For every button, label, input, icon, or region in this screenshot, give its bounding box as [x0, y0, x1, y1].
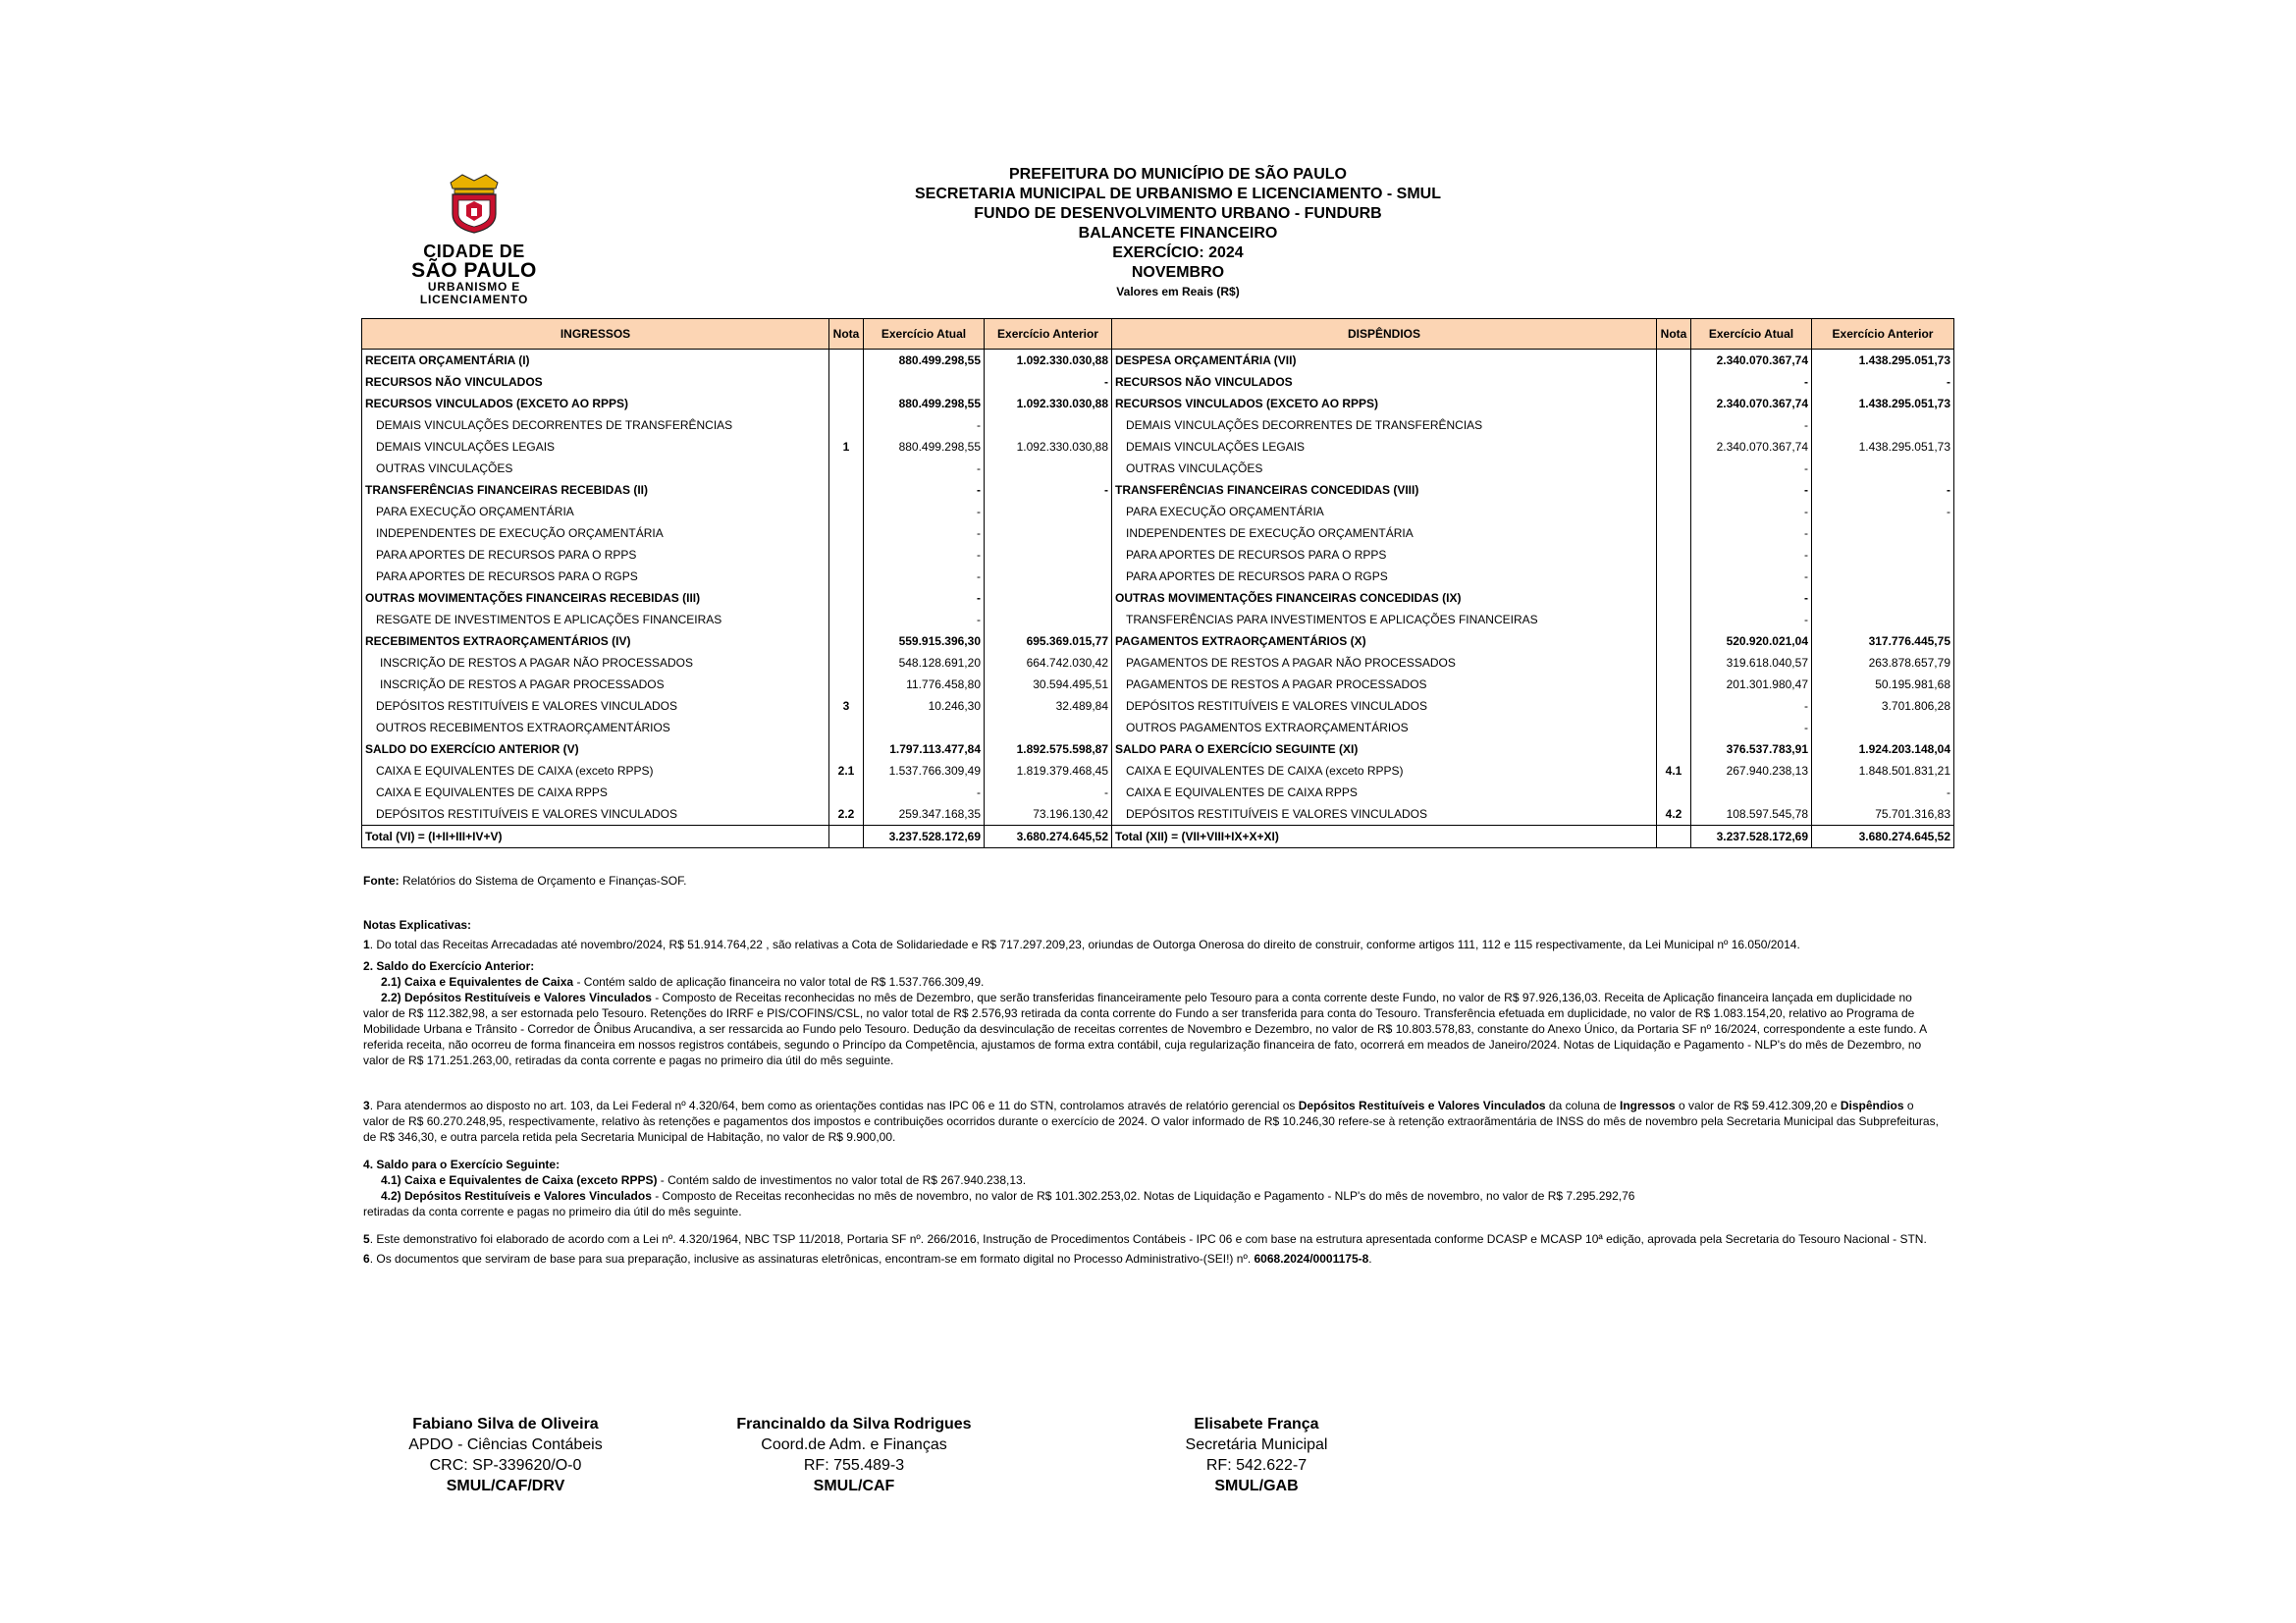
note-text: - Composto de Receitas reconhecidas no mês de novembro, no valor de R$ 101.302.253,02. Notas de Liquidação e Pagamento - NLP's do mês de novembro, no valor de R$ 7.295.292,76: [651, 1189, 1635, 1203]
dispendio-atual-cell: 376.537.783,91: [1691, 738, 1812, 760]
ingresso-nota-cell: [829, 652, 864, 674]
ingresso-nota-cell: 1: [829, 436, 864, 458]
note-title: . Saldo para o Exercício Seguinte:: [369, 1158, 561, 1171]
logo-line-1: CIDADE DE: [423, 242, 525, 261]
dispendio-nota-cell: [1657, 782, 1691, 803]
ingresso-label-cell: SALDO DO EXERCÍCIO ANTERIOR (V): [362, 738, 829, 760]
header-balancete: BALANCETE FINANCEIRO: [1078, 225, 1278, 242]
dispendio-label-cell: PAGAMENTOS DE RESTOS A PAGAR PROCESSADOS: [1112, 674, 1657, 695]
ingresso-anterior-cell: 695.369.015,77: [985, 630, 1112, 652]
ingresso-nota-cell: [829, 826, 864, 848]
note-number: 6: [363, 1252, 370, 1266]
dispendio-nota-cell: [1657, 695, 1691, 717]
dispendio-anterior-cell: [1812, 566, 1954, 587]
ingresso-label-cell: TRANSFERÊNCIAS FINANCEIRAS RECEBIDAS (II): [362, 479, 829, 501]
ingresso-anterior-cell: [985, 458, 1112, 479]
ingresso-atual-cell: -: [864, 609, 985, 630]
signer-registration: CRC: SP-339620/O-0: [429, 1457, 582, 1474]
dispendio-label-cell: DESPESA ORÇAMENTÁRIA (VII): [1112, 350, 1657, 372]
note-number: 4: [363, 1158, 370, 1171]
signer-role: APDO - Ciências Contábeis: [408, 1436, 603, 1453]
header-dispendios: DISPÊNDIOS: [1112, 319, 1657, 350]
ingresso-nota-cell: [829, 522, 864, 544]
ingresso-anterior-cell: [985, 609, 1112, 630]
ingresso-label-cell: RECURSOS VINCULADOS (EXCETO AO RPPS): [362, 393, 829, 414]
table-row: [362, 436, 1954, 458]
ingresso-atual-cell: -: [864, 587, 985, 609]
dispendio-anterior-cell: [1812, 458, 1954, 479]
total-row: [362, 826, 1954, 848]
balancete-table: [361, 318, 1954, 848]
dispendio-nota-cell: [1657, 350, 1691, 372]
ingresso-anterior-cell: [985, 544, 1112, 566]
note-text: . Este demonstrativo foi elaborado de acordo com a Lei nº. 4.320/1964, NBC TSP 11/2018, Portaria SF nº. 266/2016, Instrução de Procedimentos Contábeis - IPC 06 e com base na estrutura apresentada conforme DCASP e MCASP 10ª edição, aprovada pela Secretaria do Tesouro Nacional - STN.: [369, 1232, 1927, 1246]
dispendio-nota-cell: [1657, 458, 1691, 479]
dispendio-nota-cell: [1657, 566, 1691, 587]
ingresso-atual-cell: -: [864, 566, 985, 587]
note-subtitle: 4.1) Caixa e Equivalentes de Caixa (exceto RPPS): [381, 1173, 658, 1187]
ingresso-nota-cell: 2.2: [829, 803, 864, 826]
table-header-row: [362, 319, 1954, 350]
note-text: o valor de R$ 60.270.248,95, respectivamente, relativo às retenções e pagamentos dos impostos e contribuições ocorridos durante o exercício de 2024. O valor informado de R$ 10.246,30 refere-se à retenção extraorãmentária de INSS do mês de novembro pela Secretaria Municipal das Subprefeituras, de R$ 346,30, e outra parcela retida pela Secretaria Municipal de Habitação, no valor de R$ 9.900,00.: [363, 1099, 1939, 1144]
dispendio-label-cell: OUTRAS MOVIMENTAÇÕES FINANCEIRAS CONCEDIDAS (IX): [1112, 587, 1657, 609]
dispendio-anterior-cell: 3.680.274.645,52: [1812, 826, 1954, 848]
ingresso-nota-cell: [829, 738, 864, 760]
ingresso-atual-cell: -: [864, 479, 985, 501]
header-exercicio-atual: Exercício Atual: [864, 319, 985, 350]
ingresso-label-cell: INSCRIÇÃO DE RESTOS A PAGAR NÃO PROCESSADOS: [362, 652, 829, 674]
note-emphasis: Dispêndios: [1840, 1099, 1904, 1112]
dispendio-label-cell: DEMAIS VINCULAÇÕES DECORRENTES DE TRANSFERÊNCIAS: [1112, 414, 1657, 436]
header-exercicio-atual: Exercício Atual: [1691, 319, 1812, 350]
signer-unit: SMUL/CAF: [813, 1478, 895, 1494]
note-4-2: [363, 1188, 1939, 1204]
ingresso-atual-cell: 880.499.298,55: [864, 436, 985, 458]
note-text: .: [1368, 1252, 1372, 1266]
note-number: 1: [363, 938, 370, 951]
logo-line-2: SÃO PAULO: [411, 259, 537, 282]
dispendio-anterior-cell: -: [1812, 479, 1954, 501]
ingresso-atual-cell: 259.347.168,35: [864, 803, 985, 826]
notes-title: Notas Explicativas:: [363, 918, 472, 932]
dispendio-anterior-cell: 1.438.295.051,73: [1812, 436, 1954, 458]
dispendio-atual-cell: 3.237.528.172,69: [1691, 826, 1812, 848]
ingresso-anterior-cell: [985, 501, 1112, 522]
ingresso-atual-cell: -: [864, 501, 985, 522]
ingresso-anterior-cell: -: [985, 479, 1112, 501]
ingresso-anterior-cell: -: [985, 782, 1112, 803]
header-exercicio: EXERCÍCIO: 2024: [1112, 244, 1244, 261]
dispendio-atual-cell: 201.301.980,47: [1691, 674, 1812, 695]
ingresso-label-cell: RECEITA ORÇAMENTÁRIA (I): [362, 350, 829, 372]
signer-name: Elisabete França: [1194, 1416, 1319, 1433]
ingresso-atual-cell: 1.797.113.477,84: [864, 738, 985, 760]
note-2-1: [363, 974, 1939, 990]
table-row: [362, 738, 1954, 760]
dispendio-anterior-cell: 50.195.981,68: [1812, 674, 1954, 695]
dispendio-label-cell: TRANSFERÊNCIAS FINANCEIRAS CONCEDIDAS (VIII): [1112, 479, 1657, 501]
ingresso-atual-cell: [864, 371, 985, 393]
ingresso-nota-cell: [829, 609, 864, 630]
header-exercicio-anterior: Exercício Anterior: [1812, 319, 1954, 350]
dispendio-nota-cell: [1657, 414, 1691, 436]
ingresso-label-cell: CAIXA E EQUIVALENTES DE CAIXA (exceto RPPS): [362, 760, 829, 782]
ingresso-nota-cell: [829, 630, 864, 652]
note-text: - Composto de Receitas reconhecidas no mês de Dezembro, que serão transferidas financeiramente pelo Tesouro para a conta corrente deste Fundo, no valor de R$ 97.926,136,03. Receita de Aplicação financeira lançada em duplicidade no valor de R$ 112.382,98, a ser estornada pelo Tesouro. Retenções do IRRF e PIS/COFINS/CSL, no valor total de R$ 2.576,93 retirada da conta corrente do Fundo a ser transferida para conta do Tesouro. Transferência efetuada em duplicidade, no valor de R$ 1.083.154,20, relativo ao Programa de Mobilidade Urbana e Trânsito - Corredor de Ônibus Arucandiva, a ser ressarcida ao Fundo pelo Tesouro. Dedução da desvinculação de receitas correntes de Novembro e Dezembro, no valor de R$ 10.803.578,83, constante do Anexo Único, da Portaria SF nº 16/2024, correspondente a este fundo. A referida receita, não ocorreu de forma financeira em nossos registros contábeis, segundo o Princípo da Competência, ajustamos de forma extra contábil, cuja regularização financeira de fato, ocorrerá em meados de Janeiro/2024. Notas de Liquidação e Pagamento - NLP's do mês de Dezembro, no valor de R$ 171.251.263,00, retiradas da conta corrente e pagas no primeiro dia útil do mês seguinte.: [363, 991, 1927, 1067]
signer-unit: SMUL/GAB: [1214, 1478, 1299, 1494]
table-row: [362, 479, 1954, 501]
source-note: [363, 874, 686, 888]
document-header: [687, 165, 1669, 299]
header-nota: Nota: [1657, 319, 1691, 350]
ingresso-atual-cell: 3.237.528.172,69: [864, 826, 985, 848]
ingresso-label-cell: RESGATE DE INVESTIMENTOS E APLICAÇÕES FINANCEIRAS: [362, 609, 829, 630]
ingresso-anterior-cell: 1.092.330.030,88: [985, 436, 1112, 458]
explanatory-notes: [363, 917, 1939, 1267]
ingresso-nota-cell: 3: [829, 695, 864, 717]
dispendio-nota-cell: [1657, 544, 1691, 566]
signer-unit: SMUL/CAF/DRV: [446, 1478, 565, 1494]
logo-line-3: URBANISMO E: [427, 280, 521, 294]
dispendio-nota-cell: [1657, 522, 1691, 544]
dispendio-label-cell: OUTRAS VINCULAÇÕES: [1112, 458, 1657, 479]
table-row: [362, 695, 1954, 717]
header-exercicio-anterior: Exercício Anterior: [985, 319, 1112, 350]
dispendio-label-cell: DEPÓSITOS RESTITUÍVEIS E VALORES VINCULADOS: [1112, 803, 1657, 826]
table-row: [362, 717, 1954, 738]
dispendio-atual-cell: -: [1691, 501, 1812, 522]
dispendio-label-cell: RECURSOS VINCULADOS (EXCETO AO RPPS): [1112, 393, 1657, 414]
dispendio-anterior-cell: [1812, 544, 1954, 566]
ingresso-anterior-cell: 73.196.130,42: [985, 803, 1112, 826]
dispendio-anterior-cell: 317.776.445,75: [1812, 630, 1954, 652]
ingresso-label-cell: DEMAIS VINCULAÇÕES DECORRENTES DE TRANSFERÊNCIAS: [362, 414, 829, 436]
ingresso-atual-cell: [864, 717, 985, 738]
dispendio-nota-cell: [1657, 630, 1691, 652]
table-row: [362, 371, 1954, 393]
dispendio-atual-cell: 108.597.545,78: [1691, 803, 1812, 826]
table-row: [362, 609, 1954, 630]
ingresso-nota-cell: [829, 479, 864, 501]
dispendio-label-cell: DEPÓSITOS RESTITUÍVEIS E VALORES VINCULADOS: [1112, 695, 1657, 717]
signer-role: Secretária Municipal: [1185, 1436, 1328, 1453]
note-4-2-cont: retiradas da conta corrente e pagas no primeiro dia útil do mês seguinte.: [363, 1205, 742, 1218]
ingresso-anterior-cell: [985, 717, 1112, 738]
signer-registration: RF: 542.622-7: [1205, 1457, 1308, 1474]
ingresso-anterior-cell: 30.594.495,51: [985, 674, 1112, 695]
ingresso-atual-cell: -: [864, 458, 985, 479]
ingresso-nota-cell: [829, 782, 864, 803]
dispendio-anterior-cell: 75.701.316,83: [1812, 803, 1954, 826]
ingresso-label-cell: Total (VI) = (I+II+III+IV+V): [362, 826, 829, 848]
ingresso-atual-cell: 11.776.458,80: [864, 674, 985, 695]
signature-block: [1129, 1414, 1384, 1496]
table-row: [362, 630, 1954, 652]
dispendio-label-cell: Total (XII) = (VII+VIII+IX+X+XI): [1112, 826, 1657, 848]
table-row: [362, 414, 1954, 436]
note-4-1: [363, 1172, 1939, 1188]
signer-name: Francinaldo da Silva Rodrigues: [736, 1416, 972, 1433]
dispendio-atual-cell: -: [1691, 544, 1812, 566]
note-5: [363, 1231, 1939, 1247]
ingresso-anterior-cell: 664.742.030,42: [985, 652, 1112, 674]
dispendio-atual-cell: -: [1691, 695, 1812, 717]
note-number: 3: [363, 1099, 370, 1112]
ingresso-nota-cell: 2.1: [829, 760, 864, 782]
note-text: - Contém saldo de aplicação financeira no valor total de R$ 1.537.766.309,49.: [573, 975, 985, 989]
ingresso-label-cell: DEMAIS VINCULAÇÕES LEGAIS: [362, 436, 829, 458]
signature-block: [373, 1414, 638, 1496]
source-text: Relatórios do Sistema de Orçamento e Finanças-SOF.: [399, 874, 687, 888]
dispendio-anterior-cell: -: [1812, 371, 1954, 393]
dispendio-nota-cell: 4.1: [1657, 760, 1691, 782]
ingresso-atual-cell: 880.499.298,55: [864, 350, 985, 372]
ingresso-anterior-cell: [985, 414, 1112, 436]
ingresso-label-cell: PARA APORTES DE RECURSOS PARA O RPPS: [362, 544, 829, 566]
ingresso-label-cell: INDEPENDENTES DE EXECUÇÃO ORÇAMENTÁRIA: [362, 522, 829, 544]
ingresso-atual-cell: -: [864, 522, 985, 544]
note-text: . Os documentos que serviram de base para sua preparação, inclusive as assinaturas eletrônicas, encontram-se em formato digital no Processo Administrativo-(SEI!) nº.: [369, 1252, 1255, 1266]
dispendio-anterior-cell: [1812, 717, 1954, 738]
header-prefeitura: PREFEITURA DO MUNICÍPIO DE SÃO PAULO: [1008, 166, 1347, 183]
dispendio-nota-cell: [1657, 393, 1691, 414]
dispendio-anterior-cell: 1.924.203.148,04: [1812, 738, 1954, 760]
dispendio-nota-cell: [1657, 826, 1691, 848]
dispendio-atual-cell: [1691, 782, 1812, 803]
ingresso-anterior-cell: 1.819.379.468,45: [985, 760, 1112, 782]
process-number: 6068.2024/0001175-8: [1254, 1252, 1369, 1266]
dispendio-label-cell: DEMAIS VINCULAÇÕES LEGAIS: [1112, 436, 1657, 458]
dispendio-anterior-cell: -: [1812, 501, 1954, 522]
ingresso-label-cell: PARA APORTES DE RECURSOS PARA O RGPS: [362, 566, 829, 587]
note-emphasis: Ingressos: [1620, 1099, 1676, 1112]
note-1: [363, 937, 1939, 952]
note-4: [363, 1157, 1939, 1172]
ingresso-anterior-cell: 1.092.330.030,88: [985, 350, 1112, 372]
note-6: [363, 1251, 1939, 1267]
header-nota: Nota: [829, 319, 864, 350]
dispendio-atual-cell: -: [1691, 522, 1812, 544]
ingresso-nota-cell: [829, 350, 864, 372]
ingresso-label-cell: RECURSOS NÃO VINCULADOS: [362, 371, 829, 393]
note-text: . Para atendermos ao disposto no art. 103, da Lei Federal nº 4.320/64, bem como as orientações contidas nas IPC 06 e 11 do STN, controlamos através de relatório gerencial os: [369, 1099, 1299, 1112]
table-row: [362, 501, 1954, 522]
ingresso-label-cell: RECEBIMENTOS EXTRAORÇAMENTÁRIOS (IV): [362, 630, 829, 652]
dispendio-anterior-cell: -: [1812, 782, 1954, 803]
dispendio-anterior-cell: 3.701.806,28: [1812, 695, 1954, 717]
dispendio-label-cell: TRANSFERÊNCIAS PARA INVESTIMENTOS E APLICAÇÕES FINANCEIRAS: [1112, 609, 1657, 630]
ingresso-label-cell: OUTRAS VINCULAÇÕES: [362, 458, 829, 479]
header-secretaria: SECRETARIA MUNICIPAL DE URBANISMO E LICENCIAMENTO - SMUL: [914, 186, 1441, 202]
note-2: [363, 958, 1939, 974]
table-row: [362, 803, 1954, 826]
ingresso-label-cell: CAIXA E EQUIVALENTES DE CAIXA RPPS: [362, 782, 829, 803]
table-row: [362, 566, 1954, 587]
ingresso-label-cell: DEPÓSITOS RESTITUÍVEIS E VALORES VINCULADOS: [362, 803, 829, 826]
ingresso-anterior-cell: [985, 566, 1112, 587]
dispendio-atual-cell: 2.340.070.367,74: [1691, 393, 1812, 414]
note-3: [363, 1098, 1939, 1145]
source-label: Fonte:: [363, 874, 400, 888]
note-2-2: [363, 990, 1939, 1068]
header-fundo: FUNDO DE DESENVOLVIMENTO URBANO - FUNDURB: [974, 205, 1382, 222]
dispendio-anterior-cell: 263.878.657,79: [1812, 652, 1954, 674]
ingresso-nota-cell: [829, 566, 864, 587]
table-row: [362, 652, 1954, 674]
dispendio-nota-cell: [1657, 587, 1691, 609]
dispendio-nota-cell: [1657, 371, 1691, 393]
dispendio-label-cell: PARA APORTES DE RECURSOS PARA O RPPS: [1112, 544, 1657, 566]
dispendio-nota-cell: [1657, 652, 1691, 674]
ingresso-atual-cell: -: [864, 782, 985, 803]
header-mes: NOVEMBRO: [1131, 264, 1225, 281]
ingresso-atual-cell: 548.128.691,20: [864, 652, 985, 674]
logo: [400, 173, 548, 308]
ingresso-atual-cell: 10.246,30: [864, 695, 985, 717]
dispendio-label-cell: INDEPENDENTES DE EXECUÇÃO ORÇAMENTÁRIA: [1112, 522, 1657, 544]
ingresso-nota-cell: [829, 501, 864, 522]
ingresso-nota-cell: [829, 393, 864, 414]
dispendio-nota-cell: [1657, 674, 1691, 695]
signer-registration: RF: 755.489-3: [803, 1457, 905, 1474]
dispendio-atual-cell: 267.940.238,13: [1691, 760, 1812, 782]
ingresso-anterior-cell: [985, 587, 1112, 609]
dispendio-atual-cell: -: [1691, 479, 1812, 501]
dispendio-label-cell: SALDO PARA O EXERCÍCIO SEGUINTE (XI): [1112, 738, 1657, 760]
note-text: . Do total das Receitas Arrecadadas até novembro/2024, R$ 51.914.764,22 , são relativas a Cota de Solidariedade e R$ 717.297.209,23, oriundas de Outorga Onerosa do direito de construir, conforme artigos 111, 112 e 115 respectivamente, da Lei Municipal nº 16.050/2014.: [369, 938, 1800, 951]
dispendio-label-cell: CAIXA E EQUIVALENTES DE CAIXA (exceto RPPS): [1112, 760, 1657, 782]
ingresso-nota-cell: [829, 414, 864, 436]
table-row: [362, 544, 1954, 566]
note-text: - Contém saldo de investimentos no valor total de R$ 267.940.238,13.: [657, 1173, 1027, 1187]
dispendio-nota-cell: 4.2: [1657, 803, 1691, 826]
note-text: o valor de R$ 59.412.309,20 e: [1675, 1099, 1841, 1112]
ingresso-nota-cell: [829, 674, 864, 695]
header-ingressos: INGRESSOS: [362, 319, 829, 350]
logo-line-4: LICENCIAMENTO: [419, 293, 529, 306]
ingresso-atual-cell: -: [864, 544, 985, 566]
dispendio-atual-cell: 319.618.040,57: [1691, 652, 1812, 674]
dispendio-anterior-cell: 1.438.295.051,73: [1812, 393, 1954, 414]
dispendio-label-cell: OUTROS PAGAMENTOS EXTRAORÇAMENTÁRIOS: [1112, 717, 1657, 738]
note-text: da coluna de: [1545, 1099, 1620, 1112]
table-body: [362, 350, 1954, 848]
ingresso-anterior-cell: 32.489,84: [985, 695, 1112, 717]
dispendio-atual-cell: -: [1691, 458, 1812, 479]
dispendio-atual-cell: 520.920.021,04: [1691, 630, 1812, 652]
ingresso-nota-cell: [829, 371, 864, 393]
ingresso-label-cell: INSCRIÇÃO DE RESTOS A PAGAR PROCESSADOS: [362, 674, 829, 695]
table-row: [362, 350, 1954, 372]
dispendio-label-cell: RECURSOS NÃO VINCULADOS: [1112, 371, 1657, 393]
signature-block: [697, 1414, 1011, 1496]
table-row: [362, 782, 1954, 803]
dispendio-anterior-cell: 1.848.501.831,21: [1812, 760, 1954, 782]
dispendio-nota-cell: [1657, 717, 1691, 738]
dispendio-anterior-cell: [1812, 522, 1954, 544]
dispendio-nota-cell: [1657, 738, 1691, 760]
ingresso-atual-cell: 559.915.396,30: [864, 630, 985, 652]
dispendio-anterior-cell: 1.438.295.051,73: [1812, 350, 1954, 372]
dispendio-nota-cell: [1657, 436, 1691, 458]
ingresso-nota-cell: [829, 544, 864, 566]
ingresso-anterior-cell: -: [985, 371, 1112, 393]
ingresso-label-cell: PARA EXECUÇÃO ORÇAMENTÁRIA: [362, 501, 829, 522]
dispendio-atual-cell: -: [1691, 717, 1812, 738]
note-subtitle: 2.1) Caixa e Equivalentes de Caixa: [381, 975, 574, 989]
dispendio-atual-cell: 2.340.070.367,74: [1691, 350, 1812, 372]
note-emphasis: Depósitos Restituíveis e Valores Vinculados: [1298, 1099, 1546, 1112]
dispendio-label-cell: PARA EXECUÇÃO ORÇAMENTÁRIA: [1112, 501, 1657, 522]
note-number: 2: [363, 959, 370, 973]
table-row: [362, 522, 1954, 544]
note-title: . Saldo do Exercício Anterior:: [369, 959, 535, 973]
ingresso-label-cell: OUTROS RECEBIMENTOS EXTRAORÇAMENTÁRIOS: [362, 717, 829, 738]
dispendio-atual-cell: -: [1691, 566, 1812, 587]
ingresso-nota-cell: [829, 587, 864, 609]
dispendio-atual-cell: -: [1691, 609, 1812, 630]
signer-name: Fabiano Silva de Oliveira: [412, 1416, 599, 1433]
ingresso-anterior-cell: [985, 522, 1112, 544]
dispendio-anterior-cell: [1812, 609, 1954, 630]
dispendio-label-cell: CAIXA E EQUIVALENTES DE CAIXA RPPS: [1112, 782, 1657, 803]
ingresso-atual-cell: -: [864, 414, 985, 436]
dispendio-atual-cell: -: [1691, 371, 1812, 393]
note-subtitle: 4.2) Depósitos Restituíveis e Valores Vinculados: [381, 1189, 652, 1203]
dispendio-nota-cell: [1657, 479, 1691, 501]
dispendio-label-cell: PAGAMENTOS DE RESTOS A PAGAR NÃO PROCESSADOS: [1112, 652, 1657, 674]
table-row: [362, 760, 1954, 782]
dispendio-atual-cell: -: [1691, 414, 1812, 436]
table-row: [362, 458, 1954, 479]
dispendio-anterior-cell: [1812, 587, 1954, 609]
ingresso-atual-cell: 880.499.298,55: [864, 393, 985, 414]
ingresso-anterior-cell: 1.892.575.598,87: [985, 738, 1112, 760]
dispendio-atual-cell: -: [1691, 587, 1812, 609]
dispendio-anterior-cell: [1812, 414, 1954, 436]
table-row: [362, 587, 1954, 609]
ingresso-label-cell: OUTRAS MOVIMENTAÇÕES FINANCEIRAS RECEBIDAS (III): [362, 587, 829, 609]
table-row: [362, 393, 1954, 414]
dispendio-atual-cell: 2.340.070.367,74: [1691, 436, 1812, 458]
table-row: [362, 674, 1954, 695]
dispendio-nota-cell: [1657, 609, 1691, 630]
ingresso-anterior-cell: 1.092.330.030,88: [985, 393, 1112, 414]
ingresso-nota-cell: [829, 458, 864, 479]
dispendio-nota-cell: [1657, 501, 1691, 522]
dispendio-label-cell: PAGAMENTOS EXTRAORÇAMENTÁRIOS (X): [1112, 630, 1657, 652]
note-number: 5: [363, 1232, 370, 1246]
ingresso-nota-cell: [829, 717, 864, 738]
ingresso-anterior-cell: 3.680.274.645,52: [985, 826, 1112, 848]
city-crest-icon: [445, 173, 504, 234]
ingresso-label-cell: DEPÓSITOS RESTITUÍVEIS E VALORES VINCULADOS: [362, 695, 829, 717]
dispendio-label-cell: PARA APORTES DE RECURSOS PARA O RGPS: [1112, 566, 1657, 587]
note-subtitle: 2.2) Depósitos Restituíveis e Valores Vinculados: [381, 991, 652, 1004]
signer-role: Coord.de Adm. e Finanças: [761, 1436, 947, 1453]
ingresso-atual-cell: 1.537.766.309,49: [864, 760, 985, 782]
header-valores: Valores em Reais (R$): [1116, 285, 1240, 298]
